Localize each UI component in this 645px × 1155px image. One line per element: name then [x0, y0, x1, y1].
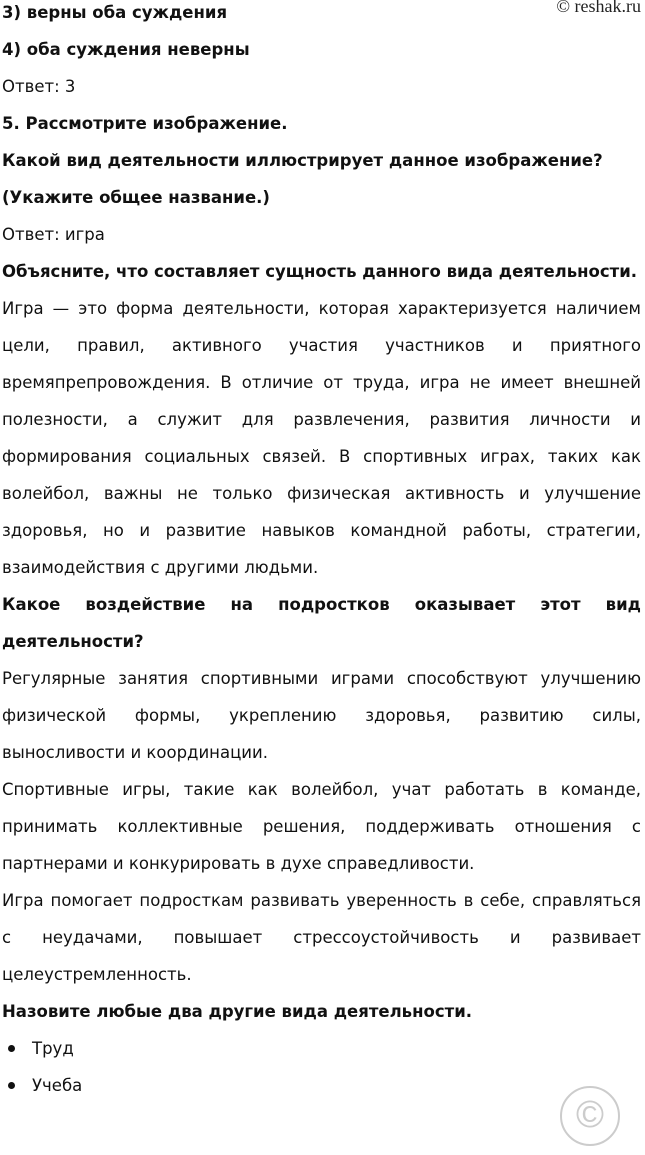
question-5b: Объясните, что составляет сущность данного вида деятельности. — [2, 262, 638, 281]
question-5: 5. Рассмотрите изображение. — [2, 114, 288, 133]
list-item: Учеба — [30, 1067, 641, 1104]
activities-list — [2, 1030, 641, 1104]
answer-5b: Игра — это форма деятельности, которая характеризуется наличием цели, правил, активного участия участников и приятного времяпрепровождения. В отличие от труда, игра не имеет внешней полезности, а служит для развлечения, развития личности и формирования социальных связей. В спортивных играх, таких как волейбол, важны не только физическая активность и улучшение здоровья, но и развитие навыков командной работы, стратегии, взаимодействия с другими людьми. — [2, 299, 641, 577]
answer-4: Ответ: 3 — [2, 77, 76, 96]
answer-5c-2: Спортивные игры, такие как волейбол, учат работать в команде, принимать коллективные решения, поддерживать отношения с партнерами и конкурировать в духе справедливости. — [2, 780, 641, 873]
watermark-logo: © — [560, 1086, 620, 1146]
copyright-watermark: © reshak.ru — [556, 0, 641, 16]
list-item: Труд — [30, 1030, 641, 1067]
question-5c: Какое воздействие на подростков оказывает этот вид деятельности? — [2, 595, 641, 651]
option-3: 3) верны оба суждения — [2, 3, 228, 22]
question-5a: Какой вид деятельности иллюстрирует данное изображение? (Укажите общее название.) — [2, 151, 603, 207]
answer-5a: Ответ: игра — [2, 225, 105, 244]
answer-5c-3: Игра помогает подросткам развивать уверенность в себе, справляться с неудачами, повышает стрессоустойчивость и развивает целеустремленность. — [2, 891, 641, 984]
option-4: 4) оба суждения неверны — [2, 40, 250, 59]
question-5d: Назовите любые два другие вида деятельности. — [2, 1002, 473, 1021]
answer-5c-1: Регулярные занятия спортивными играми способствуют улучшению физической формы, укреплению здоровья, развитию силы, выносливости и координации. — [2, 669, 641, 762]
